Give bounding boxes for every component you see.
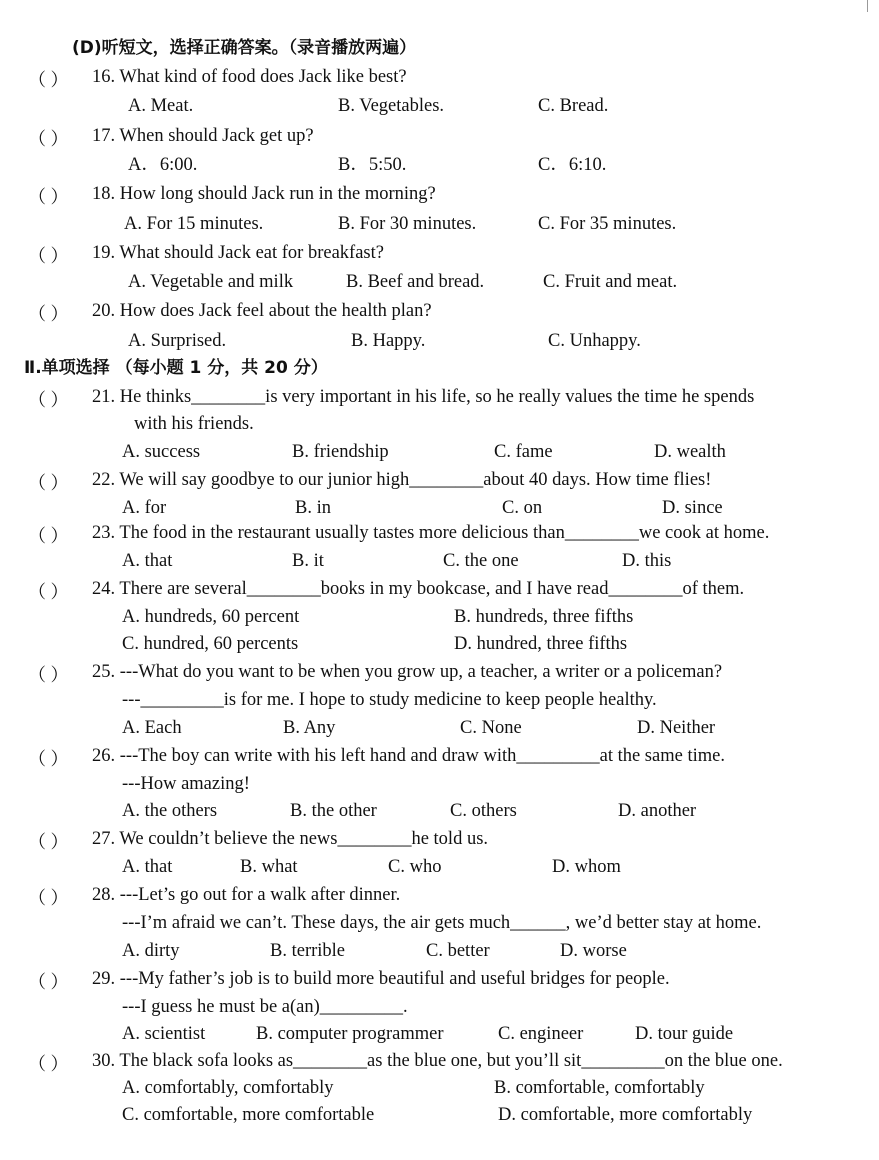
question-21-stem-continued: with his friends. (134, 414, 254, 434)
answer-blank-29[interactable]: （ ） (28, 972, 69, 992)
q29-option-d: D. tour guide (635, 1024, 734, 1044)
q21-option-b: B. friendship (292, 442, 389, 462)
q20-option-c: C. Unhappy. (548, 331, 641, 351)
q27-option-a: A. that (122, 857, 173, 877)
q19-option-c: C. Fruit and meat. (543, 272, 678, 292)
q22-option-d: D. since (662, 498, 723, 518)
question-26-stem-continued: ---How amazing! (122, 774, 250, 794)
answer-blank-27[interactable]: （ ） (28, 832, 69, 852)
question-28-stem-continued: ---I’m afraid we can’t. These days, the air gets much______, we’d better stay at home. (122, 913, 762, 933)
q27-option-d: D. whom (552, 857, 621, 877)
question-20-stem: 20. How does Jack feel about the health plan? (92, 301, 432, 321)
q26-option-d: D. another (618, 801, 697, 821)
q20-option-b: B. Happy. (351, 331, 426, 351)
question-29-stem-continued: ---I guess he must be a(an)_________. (122, 997, 408, 1017)
q28-option-b: B. terrible (270, 941, 346, 961)
q23-option-d: D. this (622, 551, 672, 571)
question-26-stem: 26. ---The boy can write with his left hand and draw with_________at the same time. (92, 746, 725, 766)
q30-option-b: B. comfortable, comfortably (494, 1078, 705, 1098)
q23-option-a: A. that (122, 551, 173, 571)
q16-option-b: B. Vegetables. (338, 96, 445, 116)
question-28-stem: 28. ---Let’s go out for a walk after dinner. (92, 885, 401, 905)
q19-option-b: B. Beef and bread. (346, 272, 485, 292)
q23-option-b: B. it (292, 551, 324, 571)
q22-option-c: C. on (502, 498, 543, 518)
answer-blank-26[interactable]: （ ） (28, 749, 69, 769)
q23-option-c: C. the one (443, 551, 519, 571)
question-21-stem: 21. He thinks________is very important in his life, so he really values the time he spends (92, 387, 755, 407)
q18-option-a: A. For 15 minutes. (124, 214, 264, 234)
q26-option-b: B. the other (290, 801, 377, 821)
question-22-stem: 22. We will say goodbye to our junior high________about 40 days. How time flies! (92, 470, 712, 490)
question-18-stem: 18. How long should Jack run in the morning? (92, 184, 436, 204)
q26-option-c: C. others (450, 801, 517, 821)
q22-option-a: A. for (122, 498, 167, 518)
answer-blank-17[interactable]: （ ） (28, 129, 69, 149)
answer-blank-21[interactable]: （ ） (28, 390, 69, 410)
answer-blank-16[interactable]: （ ） (28, 70, 69, 90)
q30-option-d: D. comfortable, more comfortably (498, 1105, 753, 1125)
q29-option-c: C. engineer (498, 1024, 584, 1044)
answer-blank-20[interactable]: （ ） (28, 304, 69, 324)
question-16-stem: 16. What kind of food does Jack like best? (92, 67, 407, 87)
q21-option-c: C. fame (494, 442, 553, 462)
question-19-stem: 19. What should Jack eat for breakfast? (92, 243, 384, 263)
q28-option-c: C. better (426, 941, 490, 961)
question-23-stem: 23. The food in the restaurant usually tastes more delicious than________we cook at home. (92, 523, 770, 543)
section-d-title: (D)听短文，选择正确答案。（录音播放两遍） (72, 38, 417, 58)
q24-option-b: B. hundreds, three fifths (454, 607, 634, 627)
answer-blank-22[interactable]: （ ） (28, 473, 69, 493)
q27-option-b: B. what (240, 857, 298, 877)
question-29-stem: 29. ---My father’s job is to build more beautiful and useful bridges for people. (92, 969, 670, 989)
q25-option-a: A. Each (122, 718, 182, 738)
q18-option-c: C. For 35 minutes. (538, 214, 677, 234)
question-25-stem: 25. ---What do you want to be when you grow up, a teacher, a writer or a policeman? (92, 662, 723, 682)
q27-option-c: C. who (388, 857, 442, 877)
question-24-stem: 24. There are several________books in my bookcase, and I have read________of them. (92, 579, 745, 599)
question-27-stem: 27. We couldn’t believe the news________he told us. (92, 829, 489, 849)
section-2-title: Ⅱ.单项选择 （每小题 1 分，共 20 分） (24, 358, 328, 378)
q29-option-b: B. computer programmer (256, 1024, 444, 1044)
page-corner-mark (867, 0, 879, 12)
q22-option-b: B. in (295, 498, 331, 518)
q18-option-b: B. For 30 minutes. (338, 214, 477, 234)
q20-option-a: A. Surprised. (128, 331, 227, 351)
q25-option-c: C. None (460, 718, 522, 738)
q17-option-a: A．6:00. (128, 155, 198, 175)
answer-blank-25[interactable]: （ ） (28, 665, 69, 685)
answer-blank-24[interactable]: （ ） (28, 582, 69, 602)
q28-option-a: A. dirty (122, 941, 180, 961)
q30-option-c: C. comfortable, more comfortable (122, 1105, 375, 1125)
q25-option-d: D. Neither (637, 718, 716, 738)
q16-option-c: C. Bread. (538, 96, 609, 116)
q30-option-a: A. comfortably, comfortably (122, 1078, 334, 1098)
q19-option-a: A. Vegetable and milk (128, 272, 294, 292)
answer-blank-28[interactable]: （ ） (28, 888, 69, 908)
q21-option-a: A. success (122, 442, 201, 462)
question-25-stem-continued: ---_________is for me. I hope to study medicine to keep people healthy. (122, 690, 657, 710)
answer-blank-19[interactable]: （ ） (28, 246, 69, 266)
q21-option-d: D. wealth (654, 442, 726, 462)
question-17-stem: 17. When should Jack get up? (92, 126, 314, 146)
q24-option-c: C. hundred, 60 percents (122, 634, 299, 654)
q26-option-a: A. the others (122, 801, 218, 821)
answer-blank-23[interactable]: （ ） (28, 526, 69, 546)
q25-option-b: B. Any (283, 718, 336, 738)
answer-blank-18[interactable]: （ ） (28, 187, 69, 207)
q29-option-a: A. scientist (122, 1024, 206, 1044)
q16-option-a: A. Meat. (128, 96, 194, 116)
q24-option-a: A. hundreds, 60 percent (122, 607, 300, 627)
question-30-stem: 30. The black sofa looks as________as the blue one, but you’ll sit_________on the blue one. (92, 1051, 783, 1071)
q17-option-b: B．5:50. (338, 155, 407, 175)
q17-option-c: C．6:10. (538, 155, 607, 175)
q24-option-d: D. hundred, three fifths (454, 634, 628, 654)
answer-blank-30[interactable]: （ ） (28, 1054, 69, 1074)
q28-option-d: D. worse (560, 941, 627, 961)
